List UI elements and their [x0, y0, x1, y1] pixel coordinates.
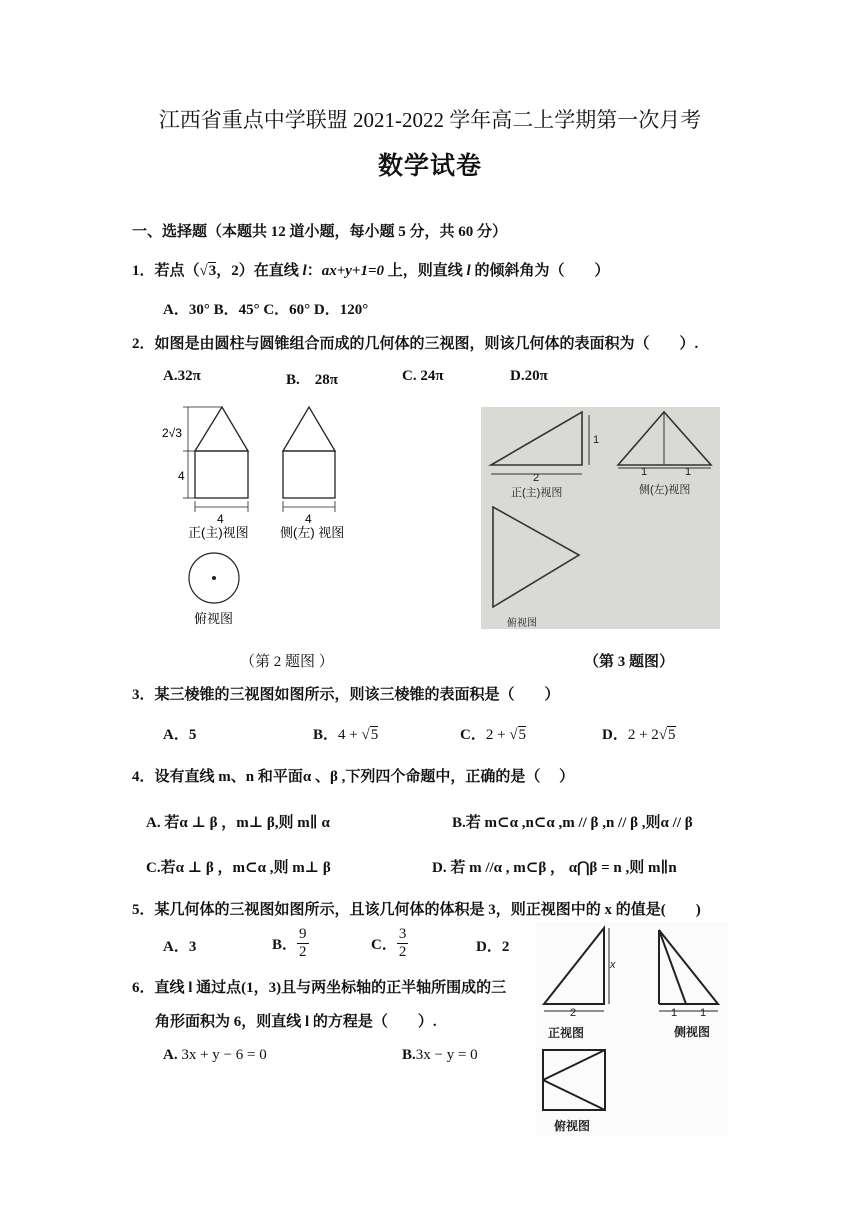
- q3-label-side1: 1: [641, 466, 648, 478]
- q3-figure: [481, 407, 720, 629]
- q5-label-2: 2: [570, 1007, 577, 1019]
- question-4: 4．设有直线 m、n 和平面α 、β ,下列四个命题中，正确的是（ ）: [132, 769, 575, 785]
- q2-label-h2: 4: [178, 469, 185, 483]
- q3-option-d: D．2 + 2√5: [602, 727, 676, 743]
- q3-option-c: C．2 + √5: [460, 727, 527, 743]
- q5-label-1b: 1: [700, 1007, 707, 1019]
- q4-option-a: A. 若α ⊥ β ，m⊥ β,则 m∥ α: [146, 815, 330, 831]
- q3-caption: （第 3 题图）: [584, 654, 675, 670]
- q3-top-label: 俯视图: [507, 618, 537, 629]
- question-2: 2．如图是由圆柱与圆锥组合而成的几何体的三视图，则该几何体的表面积为（ ）.: [132, 336, 699, 352]
- q1-l2: l: [466, 263, 471, 279]
- question-5: 5．某几何体的三视图如图所示，且该几何体的体积是 3，则正视图中的 x 的值是( ): [132, 902, 701, 918]
- q2-option-d: D.20π: [510, 368, 548, 384]
- q3-option-a: A．5: [163, 727, 197, 743]
- exam-subtitle: 数学试卷: [377, 153, 482, 180]
- q5-figure: [536, 922, 728, 1136]
- q2-side-view: [283, 407, 335, 512]
- q1-sqrt: 3: [208, 263, 217, 279]
- q3-option-b: B．4 + √5: [313, 727, 379, 743]
- q1-options: A．30° B．45° C．60° D．120°: [163, 302, 369, 318]
- q1-eq: ax+y+1=0: [321, 263, 385, 279]
- q5-front-label: 正视图: [548, 1026, 585, 1040]
- q2-label-w2: 4: [305, 512, 312, 526]
- q5-option-d: D．2: [476, 939, 510, 955]
- q3-label-2: 2: [533, 472, 540, 484]
- q5-side-label: 侧视图: [674, 1025, 711, 1039]
- q4-option-b: B.若 m⊂α ,n⊂α ,m // β ,n // β ,则α // β: [452, 815, 693, 831]
- q3-side-label: 侧(左)视图: [639, 484, 691, 496]
- q1-mid: ，2）在直线: [216, 263, 299, 279]
- q5-label-1a: 1: [671, 1007, 678, 1019]
- q2-option-a: A.32π: [163, 368, 201, 384]
- q5-label-x: x: [610, 959, 616, 971]
- q3-label-side2: 1: [685, 466, 692, 478]
- question-6-line1: 6．直线 l 通过点(1，3)且与两坐标轴的正半轴所围成的三: [132, 980, 507, 996]
- q1-colon: ：: [306, 263, 322, 279]
- q3-front-triangle: [491, 412, 582, 465]
- q1-l: l: [302, 263, 307, 279]
- q2-caption: （第 2 题图 ）: [240, 654, 334, 670]
- question-3: 3．某三棱锥的三视图如图所示，则该三棱锥的表面积是（ ）: [132, 687, 560, 703]
- exam-title: 江西省重点中学联盟 2021-2022 学年高二上学期第一次月考: [158, 108, 702, 132]
- q2-label-w1: 4: [217, 512, 224, 526]
- q2-option-b: B. 28π: [286, 372, 338, 388]
- q1-post: 上，则直线: [387, 263, 463, 279]
- q3-front-label: 正(主)视图: [511, 487, 563, 499]
- q4-option-d: D. 若 m //α , m⊂β ， α⋂β = n ,则 m∥n: [432, 860, 677, 876]
- q1-post2: 的倾斜角为（ ）: [474, 263, 610, 279]
- q5-option-a: A．3: [163, 939, 197, 955]
- q6-option-b: B.3x − y = 0: [402, 1047, 478, 1063]
- question-6-line2: 角形面积为 6，则直线 l 的方程是（ ）.: [155, 1014, 437, 1030]
- q2-front-label: 正(主)视图: [188, 525, 249, 540]
- q5-top-label: 俯视图: [554, 1119, 591, 1133]
- q6-option-a: A. 3x + y − 6 = 0: [163, 1047, 267, 1063]
- q2-side-label: 侧(左) 视图: [280, 525, 345, 540]
- q1-pre: 若点（: [154, 263, 200, 279]
- q2-front-view: [183, 407, 248, 512]
- q2-label-h1: 2√3: [162, 426, 182, 440]
- q2-top-center-dot: [212, 576, 216, 580]
- question-1: 1．若点（√3，2）在直线 l：ax+y+1=0 上，则直线 l 的倾斜角为（ ）: [132, 263, 610, 279]
- q5-option-c: C． $\frac{3}{2}$: [371, 926, 407, 960]
- q2-figure: [150, 395, 370, 635]
- q3-label-1: 1: [593, 434, 600, 446]
- q2-option-c: C. 24π: [402, 368, 444, 384]
- q2-top-label: 俯视图: [194, 611, 234, 626]
- section-heading: 一、选择题（本题共 12 道小题，每小题 5 分，共 60 分）: [132, 224, 508, 240]
- q1-num: 1．: [132, 263, 155, 279]
- q4-option-c: C.若α ⊥ β ，m⊂α ,则 m⊥ β: [146, 860, 331, 876]
- q3-top-triangle: [493, 507, 579, 607]
- q5-option-b: B． $\frac{9}{2}$: [272, 926, 307, 960]
